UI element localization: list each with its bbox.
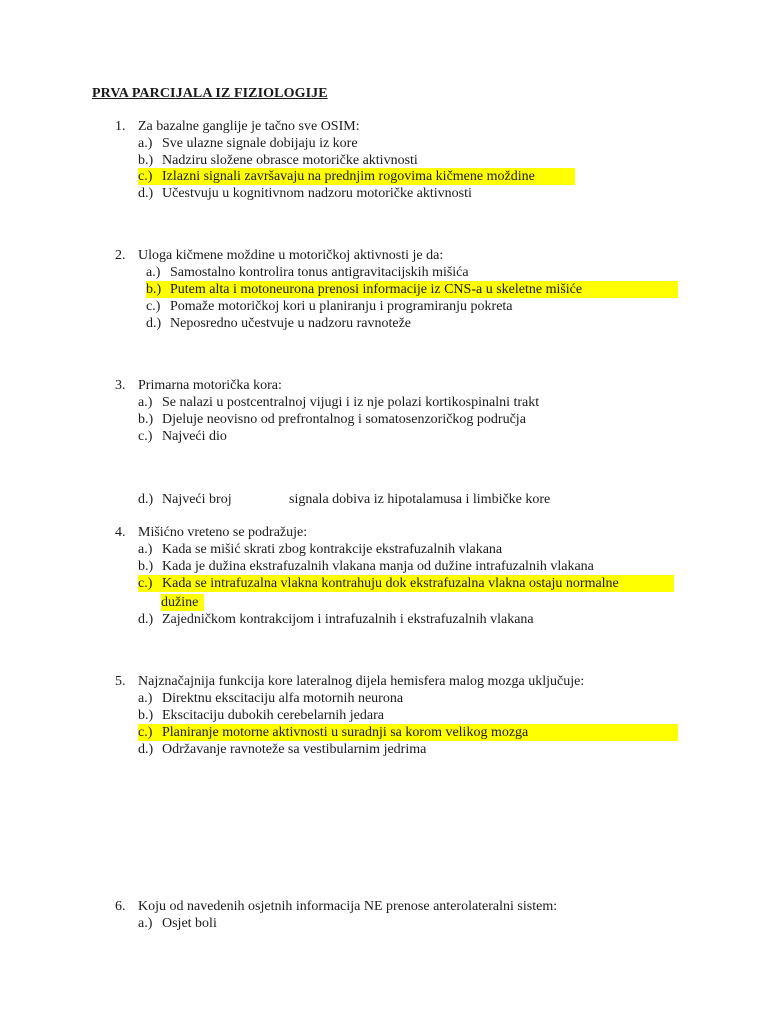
question-text: Uloga kičmene moždine u motoričkoj aktivnosti je da: [138,248,444,263]
answer-letter: d.) [138,612,154,627]
answer-text: Kada se mišić skrati zbog kontrakcije ekstrafuzalnih vlakana [162,542,503,557]
question-number: 3. [115,378,126,393]
answer-text-continued: dužine [161,595,199,610]
answer-letter: c.) [138,429,153,444]
answer-text: Djeluje neovisno od prefrontalnog i somatosenzoričkog područja [162,412,526,427]
question-text: Mišićno vreteno se podražuje: [138,525,308,540]
answer-b [138,411,526,428]
answer-letter: b.) [146,282,162,297]
answer-a [138,690,403,707]
question-number: 2. [115,248,126,263]
answer-text: Najveći broj [162,492,232,507]
answer-d [138,611,534,628]
answer-a [138,915,217,932]
answer-b-correct [146,281,582,298]
answer-letter: a.) [138,691,153,706]
answer-text-continued: signala dobiva iz hipotalamusa i limbičke kore [289,492,551,507]
answer-letter: d.) [138,742,154,757]
answer-text: Se nalazi u postcentralnoj vijugi i iz nje polazi kortikospinalni trakt [162,395,540,410]
answer-text: Izlazni signali završavaju na prednjim rogovima kičmene moždine [162,169,535,184]
question-number: 4. [115,525,126,540]
answer-letter: b.) [138,559,154,574]
answer-c [138,428,227,445]
answer-text: Zajedničkom kontrakcijom i intrafuzalnih i ekstrafuzalnih vlakana [162,612,534,627]
answer-b [138,152,418,169]
answer-text: Direktnu ekscitaciju alfa motornih neurona [162,691,404,706]
question-number: 1. [115,119,126,134]
answer-text: Osjet boli [162,916,217,931]
answer-letter: a.) [138,542,153,557]
answer-letter: d.) [138,492,154,507]
answer-d [146,315,411,332]
answer-letter: b.) [138,412,154,427]
answer-text: Kada se intrafuzalna vlakna kontrahuju dok ekstrafuzalna vlakna ostaju normalne [162,576,619,591]
answer-text: Planiranje motorne aktivnosti u suradnji sa korom velikog mozga [162,725,529,740]
answer-letter: b.) [138,708,154,723]
answer-d [138,185,472,202]
answer-text: Samostalno kontrolira tonus antigravitacijskih mišića [170,265,469,280]
answer-text: Neposredno učestvuje u nadzoru ravnoteže [170,316,412,331]
answer-b [138,707,384,724]
answer-letter: c.) [146,299,161,314]
answer-text: Sve ulazne signale dobijaju iz kore [162,136,358,151]
answer-d [138,741,426,758]
answer-text: Ekscitaciju dubokih cerebelarnih jedara [162,708,384,723]
answer-text: Učestvuju u kognitivnom nadzoru motoričke aktivnosti [162,186,472,201]
answer-letter: a.) [138,395,153,410]
answer-c-correct [138,724,528,741]
answer-a [146,264,469,281]
answer-letter: d.) [138,186,154,201]
answer-text: Nadziru složene obrasce motoričke aktivnosti [162,153,418,168]
answer-letter: c.) [138,576,153,591]
question-text: Najznačajnija funkcija kore lateralnog dijela hemisfera malog mozga uključuje: [138,674,585,689]
question-text: Koju od navedenih osjetnih informacija NE prenose anterolateralni sistem: [138,899,558,914]
answer-letter: a.) [138,136,153,151]
answer-text: Pomaže motoričkoj kori u planiranju i programiranju pokreta [170,299,513,314]
answer-text: Putem alta i motoneurona prenosi informacije iz CNS-a u skeletne mišiće [170,282,583,297]
answer-text: Održavanje ravnoteže sa vestibularnim jedrima [162,742,427,757]
answer-letter: b.) [138,153,154,168]
answer-a [138,541,502,558]
answer-a [138,135,358,152]
answer-c-correct [138,168,535,185]
question-text: Za bazalne ganglije je tačno sve OSIM: [138,119,360,134]
answer-letter: a.) [146,265,161,280]
question-text: Primarna motorička kora: [138,378,282,393]
document-title: PRVA PARCIJALA IZ FIZIOLOGIJE [92,86,328,101]
answer-text: Kada je dužina ekstrafuzalnih vlakana manja od dužine intrafuzalnih vlakana [162,559,594,574]
answer-d [138,491,232,508]
question-number: 6. [115,899,126,914]
answer-letter: a.) [138,916,153,931]
answer-text: Najveći dio [162,429,227,444]
answer-a [138,394,539,411]
answer-b [138,558,594,575]
answer-letter: c.) [138,725,153,740]
answer-letter: c.) [138,169,153,184]
answer-letter: d.) [146,316,162,331]
answer-c [146,298,513,315]
question-number: 5. [115,674,126,689]
answer-c-correct [138,575,619,592]
